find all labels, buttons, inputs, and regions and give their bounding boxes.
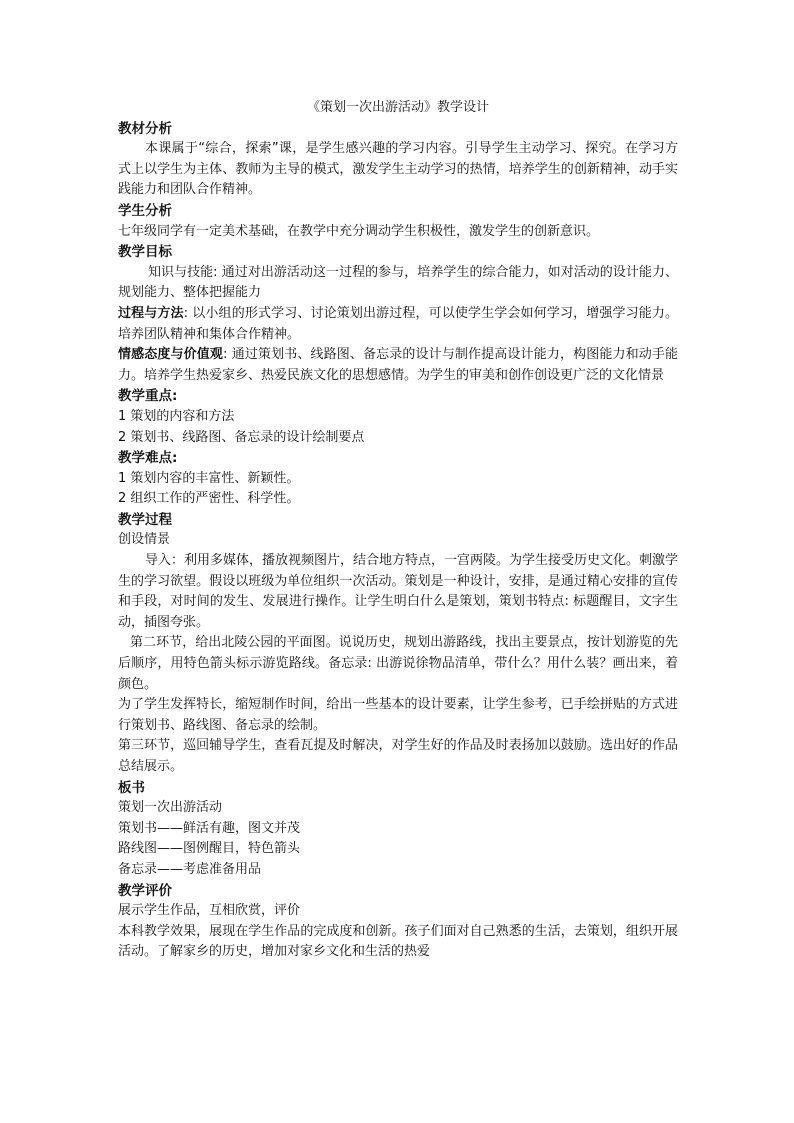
document-title: 《策划一次出游活动》教学设计 (306, 100, 489, 115)
evaluation-paragraph: 本科教学效果，展现在学生作品的完成度和创新。孩子们面对自己熟悉的生活，去策划，组织开展活动。了解家乡的历史，增加对家乡文化和生活的热爱 (118, 923, 678, 960)
heading-keypoints: 教学重点: (118, 388, 178, 405)
document-page (118, 98, 678, 963)
keypoint-item: 1 策划的内容和方法 (118, 408, 235, 424)
heading-material: 教材分析 (118, 120, 172, 137)
goals-attitude-text: : 通过策划书、线路图、备忘录的设计与制作提高设计能力，构图能力和动手能力。培养学生热爱家乡、热爱民族文化的思想感情。为学生的审美和创作创设更广泛的文化情景 (118, 347, 678, 383)
heading-students: 学生分析 (118, 202, 172, 219)
goals-attitude-paragraph (118, 345, 678, 386)
material-paragraph: 本课属于“综合，探索”课，是学生感兴趣的学习内容。引导学生主动学习、探究。在学习方式上以学生为主体、教师为主导的模式，激发学生主动学习的热情，培养学生的创新精神，动手实践能力和团队合作精神。 (118, 141, 678, 198)
goals-process-text: : 以小组的形式学习、讨论策划出游过程，可以使学生学会如何学习，增强学习能力。培养团队精神和集体合作精神。 (118, 305, 678, 342)
process-step2-paragraph: 第二环节，给出北陵公园的平面图。说说历史，规划出游路线，找出主要景点，按计划游览的先后顺序，用特色箭头标示游览路线。备忘录: 出游说徐物品清单，带什么？用什么装？画出来，着颜色。 (118, 635, 678, 692)
difficulty-item: 1 策划内容的丰富性、新颖性。 (118, 470, 300, 486)
board-line: 策划一次出游活动 (118, 800, 223, 816)
board-line: 路线图——图例醒目，特色箭头 (118, 841, 301, 857)
heading-evaluation: 教学评价 (118, 882, 172, 899)
heading-difficulties: 教学难点: (118, 450, 178, 467)
heading-process: 教学过程 (118, 511, 172, 528)
process-intro-paragraph: 导入：利用多媒体，播放视频图片，结合地方特点，一宫两陵。为学生接受历史文化。刺激学生的学习欲望。假设以班级为单位组织一次活动。策划是一种设计，安排，是通过精心安排的宣传和手段，对时间的发生、发展进行操作。让学生明白什么是策划，策划书特点: 标题醒目，文字生动，插图夸张。 (118, 553, 679, 630)
students-paragraph: 七年级同学有一定美术基础，在教学中充分调动学生积极性，激发学生的创新意识。 (118, 223, 600, 239)
heading-board: 板书 (118, 779, 145, 796)
process-subheading: 创设情景 (118, 532, 171, 548)
goals-process-label: 过程与方法 (118, 305, 184, 321)
process-step3-paragraph: 第三环节，巡回辅导学生，查看瓦提及时解决，对学生好的作品及时表扬加以鼓励。选出好的作品总结展示。 (118, 738, 678, 774)
difficulty-item: 2 组织工作的严密性、科学性。 (118, 491, 300, 507)
goals-process-paragraph (118, 304, 678, 345)
process-step2b-paragraph: 为了学生发挥特长，缩短制作时间，给出一些基本的设计要素，让学生参考，已手绘拼贴的方式进行策划书、路线图、备忘录的绘制。 (118, 697, 678, 733)
goals-knowledge-paragraph: 知识与技能: 通过对出游活动这一过程的参与，培养学生的综合能力，如对活动的设计能力、规划能力、整体把握能力 (118, 264, 678, 301)
board-line: 策划书——鲜活有趣，图文并茂 (118, 820, 301, 836)
board-line: 备忘录——考虑准备用品 (118, 861, 262, 877)
heading-goals: 教学目标 (118, 244, 172, 261)
evaluation-line: 展示学生作品，互相欣赏，评价 (118, 903, 301, 919)
goals-attitude-label: 情感态度与价值观 (118, 347, 224, 363)
keypoint-item: 2 策划书、线路图、备忘录的设计绘制要点 (118, 429, 365, 445)
